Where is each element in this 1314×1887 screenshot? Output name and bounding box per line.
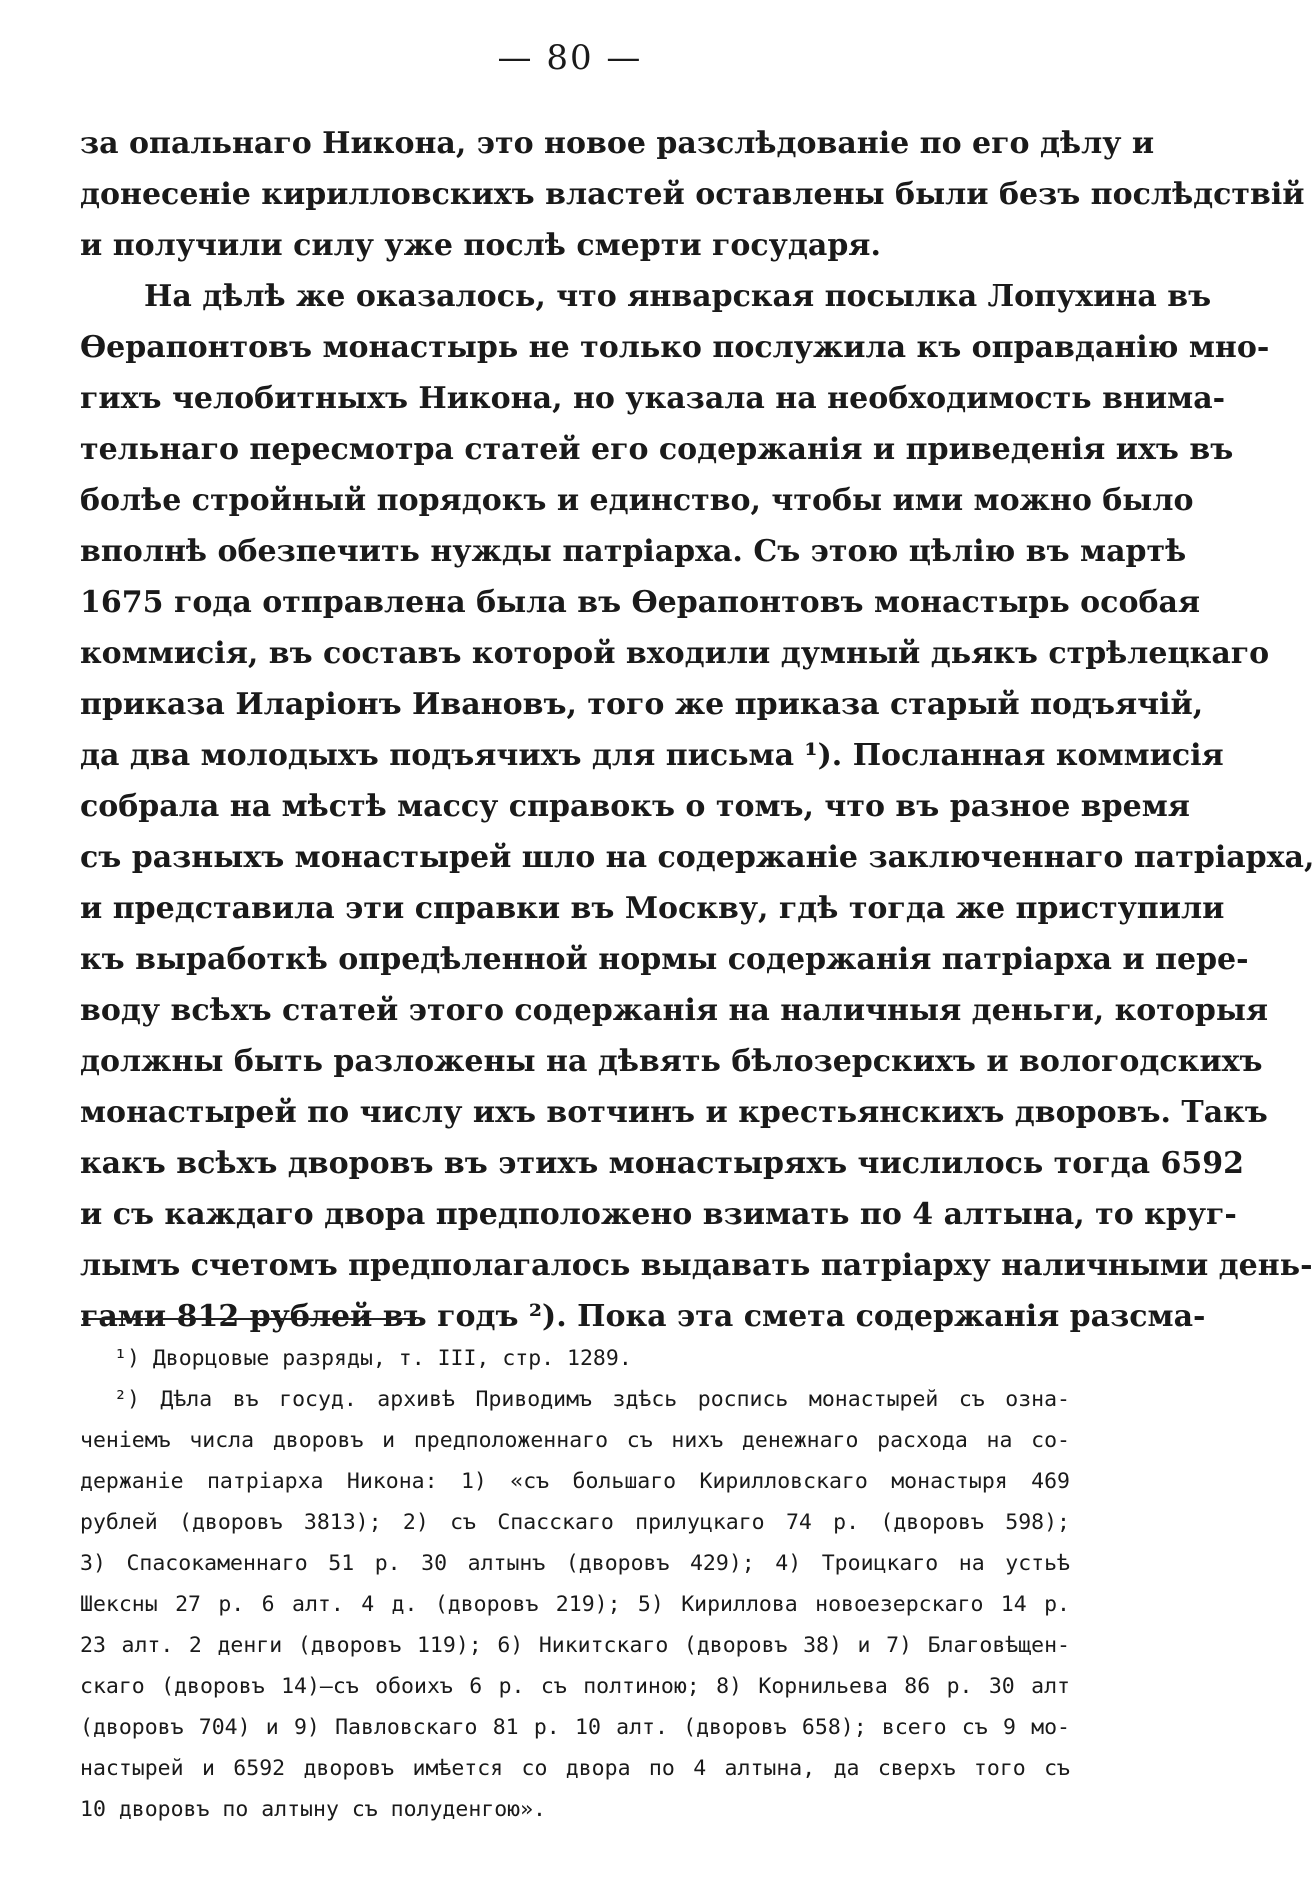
main-text-body: [80, 118, 1314, 1342]
text-line: Ѳерапонтовъ монастырь не только послужила къ оправданію мно-: [80, 330, 1270, 365]
text-line: коммисія, въ составъ которой входили думный дьякъ стрѣлецкаго: [80, 636, 1270, 671]
footnote-line: рублей (дворовъ 3813); 2) съ Спасскаго прилуцкаго 74 р. (дворовъ 598);: [80, 1510, 1070, 1535]
text-line: и представила эти справки въ Москву, гдѣ тогда же приступили: [80, 891, 1225, 926]
text-line: вполнѣ обезпечить нужды патріарха. Съ этою цѣлію въ мартѣ: [80, 534, 1187, 569]
footnote-line: 10 дворовъ по алтыну съ полуденгою».: [80, 1797, 546, 1822]
text-line: гихъ челобитныхъ Никона, но указала на необходимость внима-: [80, 381, 1226, 416]
footnote-divider: [82, 1318, 416, 1320]
text-line: 1675 года отправлена была въ Ѳерапонтовъ монастырь особая: [80, 585, 1201, 620]
footnote-line: скаго (дворовъ 14)—съ обоихъ 6 р. съ полтиною; 8) Корнильева 86 р. 30 алт: [80, 1674, 1070, 1699]
footnote-line: держаніе патріарха Никона: 1) «съ большаго Кирилловскаго монастыря 469: [80, 1469, 1070, 1494]
text-line: донесеніе кирилловскихъ властей оставлены были безъ послѣдствій: [80, 177, 1305, 212]
footnote-line: 3) Спасокаменнаго 51 р. 30 алтынъ (дворовъ 429); 4) Троицкаго на устьѣ: [80, 1551, 1070, 1576]
footnote-line: ченіемъ числа дворовъ и предположеннаго съ нихъ денежнаго расхода на со-: [80, 1428, 1070, 1453]
footnote-line: настырей и 6592 дворовъ имѣется со двора по 4 алтына, да сверхъ того съ: [80, 1756, 1070, 1781]
text-line: лымъ счетомъ предполагалось выдавать патріарху наличными день-: [80, 1248, 1313, 1283]
footnote-line: 23 алт. 2 денги (дворовъ 119); 6) Никитскаго (дворовъ 38) и 7) Благовѣщен-: [80, 1633, 1070, 1658]
paragraph-start-line: На дѣлѣ же оказалось, что январская посылка Лопухина въ: [144, 279, 1212, 314]
text-line: съ разныхъ монастырей шло на содержаніе заключеннаго патріарха,: [80, 840, 1314, 875]
text-line: монастырей по числу ихъ вотчинъ и крестьянскихъ дворовъ. Такъ: [80, 1095, 1268, 1130]
text-line: собрала на мѣстѣ массу справокъ о томъ, что въ разное время: [80, 789, 1190, 824]
text-line: за опальнаго Никона, это новое разслѣдованіе по его дѣлу и: [80, 126, 1155, 161]
text-line: какъ всѣхъ дворовъ въ этихъ монастыряхъ числилось тогда 6592: [80, 1146, 1245, 1181]
text-line: воду всѣхъ статей этого содержанія на наличныя деньги, которыя: [80, 993, 1269, 1028]
text-line: и съ каждаго двора предположено взимать по 4 алтына, то круг-: [80, 1197, 1237, 1232]
footnote-2: ²) Дѣла въ госуд. архивѣ Приводимъ здѣсь роспись монастырей съ озна-: [114, 1387, 1070, 1412]
footnote-line: Шексны 27 р. 6 алт. 4 д. (дворовъ 219); 5) Кириллова новоезерскаго 14 р.: [80, 1592, 1070, 1617]
footnote-line: (дворовъ 704) и 9) Павловскаго 81 р. 10 алт. (дворовъ 658); всего съ 9 мо-: [80, 1715, 1070, 1740]
text-line: къ выработкѣ опредѣленной нормы содержанія патріарха и пере-: [80, 942, 1249, 977]
page-number: — 80 —: [497, 38, 643, 78]
text-line: да два молодыхъ подъячихъ для письма ¹). Посланная коммисія: [80, 738, 1224, 773]
footnote-1: ¹) Дворцовые разряды, т. III, стр. 1289.: [114, 1346, 632, 1371]
text-line: должны быть разложены на дѣвять бѣлозерскихъ и вологодскихъ: [80, 1044, 1263, 1079]
text-line: болѣе стройный порядокъ и единство, чтобы ими можно было: [80, 483, 1194, 518]
footnotes: [80, 1338, 1070, 1830]
text-line: гами 812 рублей въ годъ ²). Пока эта смета содержанія разсма-: [80, 1299, 1206, 1334]
text-line: тельнаго пересмотра статей его содержанія и приведенія ихъ въ: [80, 432, 1234, 467]
text-line: приказа Иларіонъ Ивановъ, того же приказа старый подъячій,: [80, 687, 1204, 722]
text-line: и получили силу уже послѣ смерти государя.: [80, 228, 881, 263]
